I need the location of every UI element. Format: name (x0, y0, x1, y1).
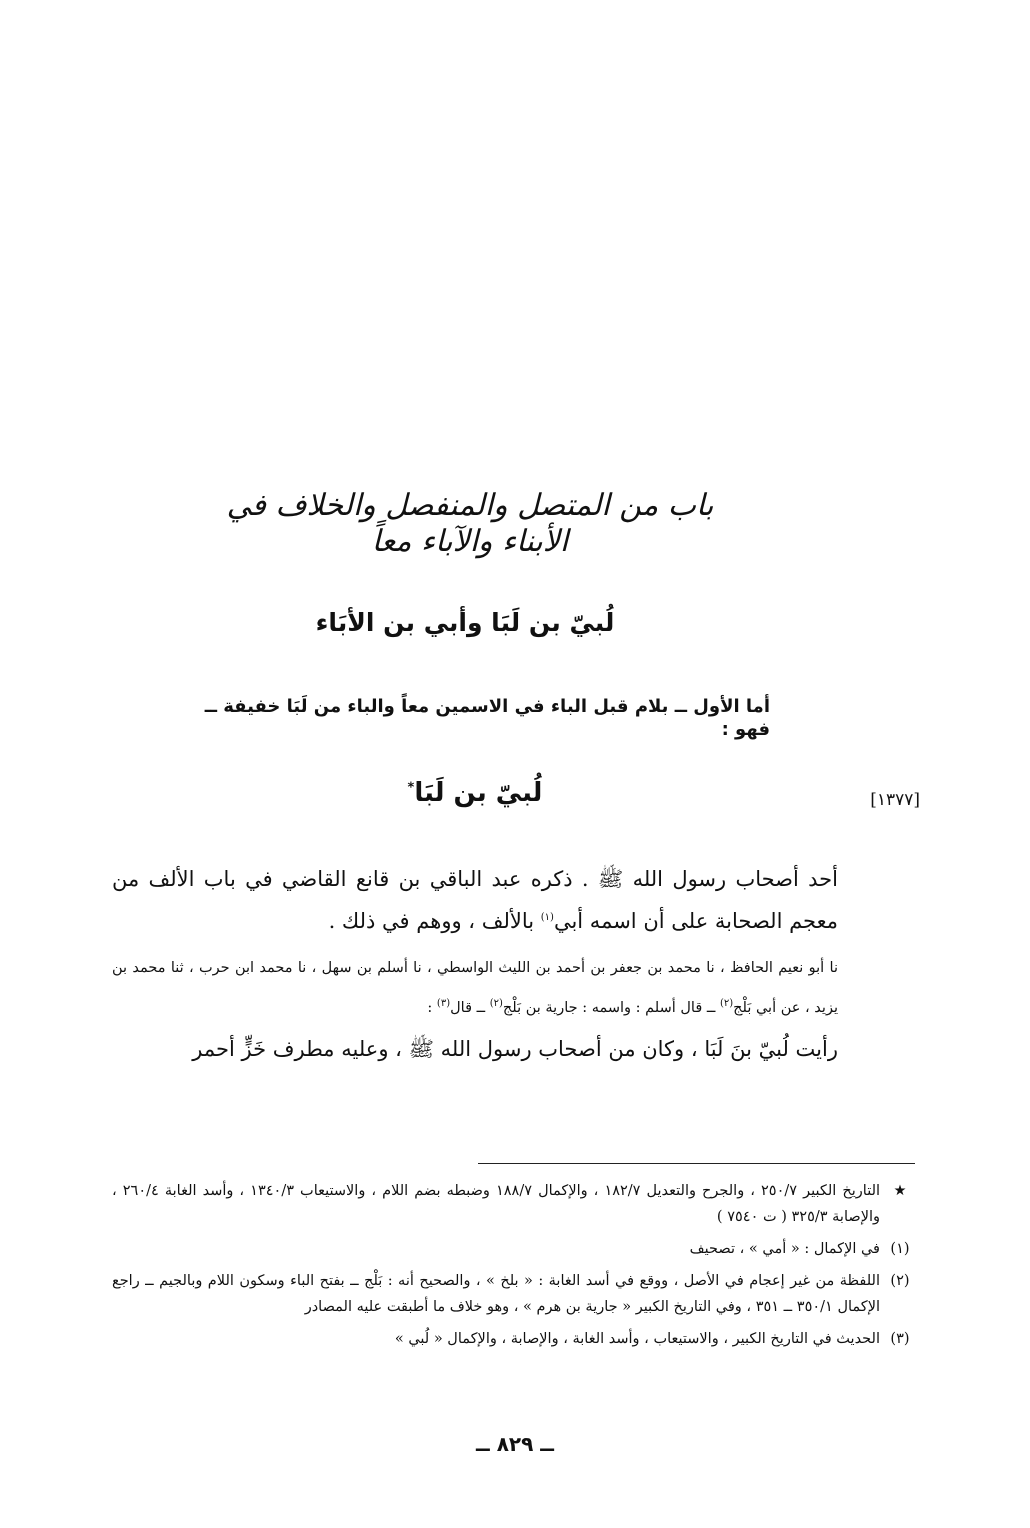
footnote-marker: (٢) (890, 1273, 910, 1289)
footnote-text: الحديث في التاريخ الكبير ، والاستيعاب ، وأسد الغابة ، والإصابة ، والإكمال « لُبي » (394, 1331, 880, 1347)
intro-line: أما الأول ــ بلام قبل الباء في الاسمين معاً والباء من لَبَا خفيفة ــ فهو : (204, 696, 770, 741)
footnote-marker: ★ (893, 1183, 907, 1199)
footnote-item (112, 1268, 920, 1320)
entry-heading-mark: * (407, 780, 415, 796)
isnad-text-c: ــ قال (450, 1000, 490, 1016)
isnad-text-b: ــ قال أسلم : واسمه : جارية بن بَلْج (502, 1000, 720, 1016)
entry-pair-title: لُبيّ بن لَبَا وأبي بن الأبَاء (315, 608, 615, 637)
chapter-title: باب من المتصل والمنفصل والخلاف في الأبناء والآباء معاً (226, 488, 714, 559)
footnote-text: في الإكمال : « أمي » ، تصحيف (689, 1241, 880, 1257)
isnad-text-a: نا أبو نعيم الحافظ ، نا محمد بن جعفر بن أحمد بن الليث الواسطي ، نا أسلم بن سهل ، نا محمد ابن حرب ، ثنا محمد بن يزيد ، عن أبي بَلْج (112, 960, 838, 1016)
footnote-item (112, 1326, 920, 1352)
isnad-text-d: : (427, 1000, 437, 1016)
footnote-ref-3: (٣) (436, 998, 451, 1010)
footnote-ref-2a: (٢) (719, 998, 734, 1010)
footnotes-section (112, 1178, 920, 1358)
entry-heading-text: لُبيّ بن لَبَا (414, 778, 543, 808)
body-paragraph-2: رأيت لُبيّ بنَ لَبَا ، وكان من أصحاب رسول الله ﷺ ، وعليه مطرف خَزٍّ أحمر (192, 1037, 838, 1061)
entry-heading (380, 778, 570, 809)
footnote-divider (478, 1163, 915, 1164)
footnote-text: التاريخ الكبير ٢٥٠/٧ ، والجرح والتعديل ١٨٢/٧ ، والإكمال ١٨٨/٧ وضبطه بضم اللام ، والاستيعاب ١٣٤٠/٣ ، وأسد الغابة ٢٦٠/٤ ، والإصابة ٣٢٥/٣ ( ت ٧٥٤٠ ) (112, 1183, 881, 1225)
footnote-ref-1: (١) (540, 912, 554, 923)
isnad-chain (112, 948, 838, 1028)
footnote-item (112, 1178, 920, 1230)
body-p1-text-a: أحد أصحاب رسول الله ﷺ . ذكره عبد الباقي بن قانع القاضي في باب الألف من معجم الصحابة على أن اسمه أبي (112, 867, 838, 933)
entry-number: [١٣٧٧] (870, 790, 920, 810)
footnote-marker: (٣) (890, 1331, 910, 1347)
footnote-marker: (١) (890, 1241, 910, 1257)
footnote-text: اللفظة من غير إعجام في الأصل ، ووقع في أسد الغابة : « بلخ » ، والصحيح أنه : بَلْج ــ بفتح الباء وسكون اللام وبالجيم ــ راجع الإكمال ٣٥٠/١ ــ ٣٥١ ، وفي التاريخ الكبير « جارية بن هرم » ، وهو خلاف ما أطبقت عليه المصادر (112, 1273, 880, 1315)
footnote-ref-2b: (٢) (489, 998, 503, 1010)
body-paragraph-1 (112, 858, 838, 942)
body-p1-text-b: بالألف ، ووهم في ذلك . (328, 909, 541, 933)
page-number: ــ ٨٢٩ ــ (476, 1432, 554, 1456)
footnote-item (112, 1236, 920, 1262)
